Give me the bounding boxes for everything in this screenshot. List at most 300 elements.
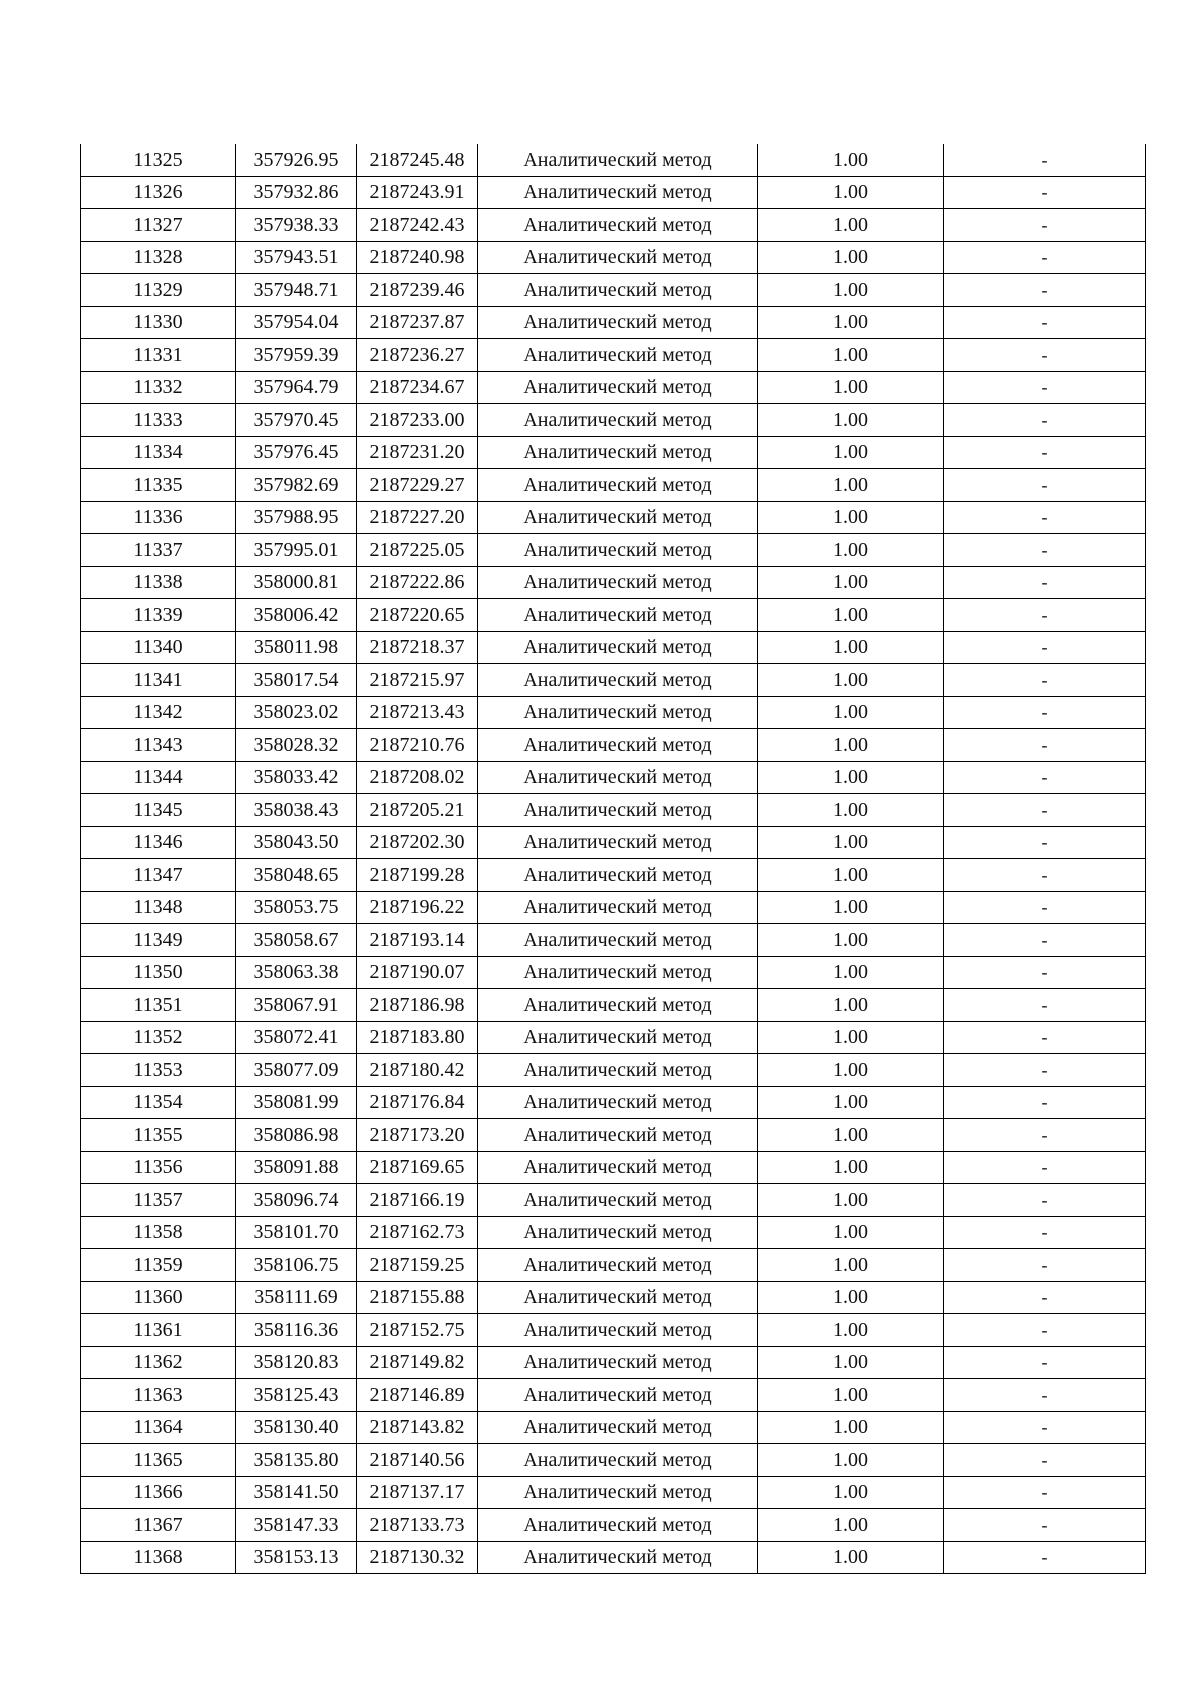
- table-row: [81, 274, 1146, 307]
- accuracy-cell: 1.00: [758, 696, 944, 729]
- y-coordinate-cell: 2187183.80: [357, 1021, 478, 1054]
- accuracy-cell: 1.00: [758, 1281, 944, 1314]
- y-coordinate-cell: 2187180.42: [357, 1054, 478, 1087]
- note-cell: -: [944, 1509, 1146, 1542]
- x-coordinate-cell: 357982.69: [236, 469, 357, 502]
- note-cell: -: [944, 404, 1146, 437]
- x-coordinate-cell: 358063.38: [236, 956, 357, 989]
- x-coordinate-cell: 358120.83: [236, 1346, 357, 1379]
- x-coordinate-cell: 358038.43: [236, 794, 357, 827]
- note-cell: -: [944, 891, 1146, 924]
- point-number-cell: 11338: [81, 566, 236, 599]
- x-coordinate-cell: 358033.42: [236, 761, 357, 794]
- note-cell: -: [944, 1151, 1146, 1184]
- method-cell: Аналитический метод: [478, 696, 758, 729]
- y-coordinate-cell: 2187143.82: [357, 1411, 478, 1444]
- accuracy-cell: 1.00: [758, 1509, 944, 1542]
- y-coordinate-cell: 2187137.17: [357, 1476, 478, 1509]
- point-number-cell: 11366: [81, 1476, 236, 1509]
- x-coordinate-cell: 358147.33: [236, 1509, 357, 1542]
- y-coordinate-cell: 2187166.19: [357, 1184, 478, 1217]
- method-cell: Аналитический метод: [478, 729, 758, 762]
- note-cell: -: [944, 371, 1146, 404]
- table-row: [81, 1281, 1146, 1314]
- note-cell: -: [944, 664, 1146, 697]
- note-cell: -: [944, 339, 1146, 372]
- accuracy-cell: 1.00: [758, 1346, 944, 1379]
- x-coordinate-cell: 358116.36: [236, 1314, 357, 1347]
- point-number-cell: 11363: [81, 1379, 236, 1412]
- accuracy-cell: 1.00: [758, 859, 944, 892]
- method-cell: Аналитический метод: [478, 1411, 758, 1444]
- method-cell: Аналитический метод: [478, 1314, 758, 1347]
- accuracy-cell: 1.00: [758, 306, 944, 339]
- y-coordinate-cell: 2187190.07: [357, 956, 478, 989]
- point-number-cell: 11348: [81, 891, 236, 924]
- method-cell: Аналитический метод: [478, 1346, 758, 1379]
- table-row: [81, 1379, 1146, 1412]
- method-cell: Аналитический метод: [478, 1509, 758, 1542]
- table-row: [81, 241, 1146, 274]
- table-row: [81, 176, 1146, 209]
- note-cell: -: [944, 1444, 1146, 1477]
- point-number-cell: 11356: [81, 1151, 236, 1184]
- y-coordinate-cell: 2187169.65: [357, 1151, 478, 1184]
- point-number-cell: 11331: [81, 339, 236, 372]
- x-coordinate-cell: 357959.39: [236, 339, 357, 372]
- method-cell: Аналитический метод: [478, 501, 758, 534]
- y-coordinate-cell: 2187159.25: [357, 1249, 478, 1282]
- note-cell: -: [944, 1476, 1146, 1509]
- method-cell: Аналитический метод: [478, 241, 758, 274]
- accuracy-cell: 1.00: [758, 761, 944, 794]
- table-row: [81, 859, 1146, 892]
- y-coordinate-cell: 2187152.75: [357, 1314, 478, 1347]
- point-number-cell: 11365: [81, 1444, 236, 1477]
- point-number-cell: 11337: [81, 534, 236, 567]
- x-coordinate-cell: 358077.09: [236, 1054, 357, 1087]
- y-coordinate-cell: 2187130.32: [357, 1541, 478, 1574]
- note-cell: -: [944, 794, 1146, 827]
- accuracy-cell: 1.00: [758, 729, 944, 762]
- note-cell: -: [944, 761, 1146, 794]
- table-row: [81, 1249, 1146, 1282]
- y-coordinate-cell: 2187229.27: [357, 469, 478, 502]
- accuracy-cell: 1.00: [758, 534, 944, 567]
- note-cell: -: [944, 924, 1146, 957]
- method-cell: Аналитический метод: [478, 534, 758, 567]
- note-cell: -: [944, 1281, 1146, 1314]
- point-number-cell: 11341: [81, 664, 236, 697]
- table-row: [81, 1119, 1146, 1152]
- table-row: [81, 209, 1146, 242]
- y-coordinate-cell: 2187227.20: [357, 501, 478, 534]
- point-number-cell: 11339: [81, 599, 236, 632]
- x-coordinate-cell: 357932.86: [236, 176, 357, 209]
- note-cell: -: [944, 859, 1146, 892]
- table-row: [81, 1021, 1146, 1054]
- point-number-cell: 11347: [81, 859, 236, 892]
- point-number-cell: 11350: [81, 956, 236, 989]
- y-coordinate-cell: 2187243.91: [357, 176, 478, 209]
- x-coordinate-cell: 358067.91: [236, 989, 357, 1022]
- note-cell: -: [944, 436, 1146, 469]
- method-cell: Аналитический метод: [478, 1444, 758, 1477]
- method-cell: Аналитический метод: [478, 209, 758, 242]
- x-coordinate-cell: 358125.43: [236, 1379, 357, 1412]
- y-coordinate-cell: 2187140.56: [357, 1444, 478, 1477]
- table-row: [81, 371, 1146, 404]
- x-coordinate-cell: 358130.40: [236, 1411, 357, 1444]
- method-cell: Аналитический метод: [478, 859, 758, 892]
- method-cell: Аналитический метод: [478, 1184, 758, 1217]
- point-number-cell: 11329: [81, 274, 236, 307]
- point-number-cell: 11328: [81, 241, 236, 274]
- accuracy-cell: 1.00: [758, 631, 944, 664]
- x-coordinate-cell: 358000.81: [236, 566, 357, 599]
- point-number-cell: 11353: [81, 1054, 236, 1087]
- point-number-cell: 11325: [81, 144, 236, 176]
- method-cell: Аналитический метод: [478, 794, 758, 827]
- y-coordinate-cell: 2187133.73: [357, 1509, 478, 1542]
- method-cell: Аналитический метод: [478, 826, 758, 859]
- point-number-cell: 11345: [81, 794, 236, 827]
- x-coordinate-cell: 358043.50: [236, 826, 357, 859]
- accuracy-cell: 1.00: [758, 1119, 944, 1152]
- accuracy-cell: 1.00: [758, 209, 944, 242]
- note-cell: -: [944, 534, 1146, 567]
- note-cell: -: [944, 826, 1146, 859]
- accuracy-cell: 1.00: [758, 566, 944, 599]
- accuracy-cell: 1.00: [758, 1411, 944, 1444]
- method-cell: Аналитический метод: [478, 631, 758, 664]
- x-coordinate-cell: 358053.75: [236, 891, 357, 924]
- method-cell: Аналитический метод: [478, 176, 758, 209]
- table-row: [81, 144, 1146, 176]
- x-coordinate-cell: 357943.51: [236, 241, 357, 274]
- table-row: [81, 1184, 1146, 1217]
- point-number-cell: 11335: [81, 469, 236, 502]
- table-row: [81, 1151, 1146, 1184]
- y-coordinate-cell: 2187210.76: [357, 729, 478, 762]
- y-coordinate-cell: 2187220.65: [357, 599, 478, 632]
- note-cell: -: [944, 1541, 1146, 1574]
- note-cell: -: [944, 1216, 1146, 1249]
- x-coordinate-cell: 357988.95: [236, 501, 357, 534]
- table-row: [81, 1086, 1146, 1119]
- y-coordinate-cell: 2187199.28: [357, 859, 478, 892]
- x-coordinate-cell: 358023.02: [236, 696, 357, 729]
- accuracy-cell: 1.00: [758, 404, 944, 437]
- table-row: [81, 1054, 1146, 1087]
- point-number-cell: 11336: [81, 501, 236, 534]
- method-cell: Аналитический метод: [478, 989, 758, 1022]
- table-row: [81, 664, 1146, 697]
- method-cell: Аналитический метод: [478, 339, 758, 372]
- table-row: [81, 469, 1146, 502]
- accuracy-cell: 1.00: [758, 1314, 944, 1347]
- table-row: [81, 436, 1146, 469]
- accuracy-cell: 1.00: [758, 1054, 944, 1087]
- accuracy-cell: 1.00: [758, 339, 944, 372]
- accuracy-cell: 1.00: [758, 664, 944, 697]
- point-number-cell: 11349: [81, 924, 236, 957]
- x-coordinate-cell: 358106.75: [236, 1249, 357, 1282]
- table-row: [81, 306, 1146, 339]
- method-cell: Аналитический метод: [478, 924, 758, 957]
- accuracy-cell: 1.00: [758, 1249, 944, 1282]
- x-coordinate-cell: 357948.71: [236, 274, 357, 307]
- method-cell: Аналитический метод: [478, 404, 758, 437]
- table-row: [81, 989, 1146, 1022]
- method-cell: Аналитический метод: [478, 469, 758, 502]
- y-coordinate-cell: 2187205.21: [357, 794, 478, 827]
- note-cell: -: [944, 1411, 1146, 1444]
- note-cell: -: [944, 729, 1146, 762]
- y-coordinate-cell: 2187245.48: [357, 144, 478, 176]
- y-coordinate-cell: 2187237.87: [357, 306, 478, 339]
- accuracy-cell: 1.00: [758, 1444, 944, 1477]
- method-cell: Аналитический метод: [478, 306, 758, 339]
- method-cell: Аналитический метод: [478, 1216, 758, 1249]
- table-row: [81, 1216, 1146, 1249]
- table-row: [81, 729, 1146, 762]
- table-row: [81, 826, 1146, 859]
- method-cell: Аналитический метод: [478, 1281, 758, 1314]
- accuracy-cell: 1.00: [758, 1086, 944, 1119]
- y-coordinate-cell: 2187213.43: [357, 696, 478, 729]
- x-coordinate-cell: 358048.65: [236, 859, 357, 892]
- method-cell: Аналитический метод: [478, 891, 758, 924]
- x-coordinate-cell: 358096.74: [236, 1184, 357, 1217]
- note-cell: -: [944, 1346, 1146, 1379]
- point-number-cell: 11360: [81, 1281, 236, 1314]
- x-coordinate-cell: 358028.32: [236, 729, 357, 762]
- accuracy-cell: 1.00: [758, 826, 944, 859]
- note-cell: -: [944, 1249, 1146, 1282]
- table-row: [81, 534, 1146, 567]
- table-row: [81, 1346, 1146, 1379]
- point-number-cell: 11327: [81, 209, 236, 242]
- note-cell: -: [944, 469, 1146, 502]
- accuracy-cell: 1.00: [758, 599, 944, 632]
- point-number-cell: 11332: [81, 371, 236, 404]
- point-number-cell: 11346: [81, 826, 236, 859]
- x-coordinate-cell: 357938.33: [236, 209, 357, 242]
- table-row: [81, 761, 1146, 794]
- x-coordinate-cell: 358111.69: [236, 1281, 357, 1314]
- accuracy-cell: 1.00: [758, 1476, 944, 1509]
- y-coordinate-cell: 2187233.00: [357, 404, 478, 437]
- table-row: [81, 1314, 1146, 1347]
- note-cell: -: [944, 1184, 1146, 1217]
- method-cell: Аналитический метод: [478, 1021, 758, 1054]
- point-number-cell: 11352: [81, 1021, 236, 1054]
- y-coordinate-cell: 2187215.97: [357, 664, 478, 697]
- point-number-cell: 11333: [81, 404, 236, 437]
- x-coordinate-cell: 357954.04: [236, 306, 357, 339]
- note-cell: -: [944, 1119, 1146, 1152]
- y-coordinate-cell: 2187234.67: [357, 371, 478, 404]
- note-cell: -: [944, 1314, 1146, 1347]
- accuracy-cell: 1.00: [758, 891, 944, 924]
- x-coordinate-cell: 358153.13: [236, 1541, 357, 1574]
- method-cell: Аналитический метод: [478, 1249, 758, 1282]
- y-coordinate-cell: 2187155.88: [357, 1281, 478, 1314]
- x-coordinate-cell: 358141.50: [236, 1476, 357, 1509]
- y-coordinate-cell: 2187222.86: [357, 566, 478, 599]
- x-coordinate-cell: 357995.01: [236, 534, 357, 567]
- x-coordinate-cell: 358072.41: [236, 1021, 357, 1054]
- y-coordinate-cell: 2187240.98: [357, 241, 478, 274]
- point-number-cell: 11343: [81, 729, 236, 762]
- x-coordinate-cell: 357970.45: [236, 404, 357, 437]
- note-cell: -: [944, 241, 1146, 274]
- method-cell: Аналитический метод: [478, 1541, 758, 1574]
- method-cell: Аналитический метод: [478, 1151, 758, 1184]
- y-coordinate-cell: 2187193.14: [357, 924, 478, 957]
- note-cell: -: [944, 1021, 1146, 1054]
- y-coordinate-cell: 2187225.05: [357, 534, 478, 567]
- point-number-cell: 11359: [81, 1249, 236, 1282]
- x-coordinate-cell: 358101.70: [236, 1216, 357, 1249]
- table-row: [81, 956, 1146, 989]
- note-cell: -: [944, 176, 1146, 209]
- note-cell: -: [944, 631, 1146, 664]
- x-coordinate-cell: 358011.98: [236, 631, 357, 664]
- x-coordinate-cell: 357926.95: [236, 144, 357, 176]
- y-coordinate-cell: 2187196.22: [357, 891, 478, 924]
- point-number-cell: 11342: [81, 696, 236, 729]
- table-row: [81, 1444, 1146, 1477]
- accuracy-cell: 1.00: [758, 436, 944, 469]
- y-coordinate-cell: 2187149.82: [357, 1346, 478, 1379]
- point-number-cell: 11357: [81, 1184, 236, 1217]
- method-cell: Аналитический метод: [478, 664, 758, 697]
- y-coordinate-cell: 2187242.43: [357, 209, 478, 242]
- method-cell: Аналитический метод: [478, 436, 758, 469]
- table-row: [81, 924, 1146, 957]
- accuracy-cell: 1.00: [758, 956, 944, 989]
- accuracy-cell: 1.00: [758, 1541, 944, 1574]
- table-row: [81, 1541, 1146, 1574]
- accuracy-cell: 1.00: [758, 501, 944, 534]
- table-row: [81, 631, 1146, 664]
- table-row: [81, 891, 1146, 924]
- note-cell: -: [944, 1379, 1146, 1412]
- x-coordinate-cell: 358086.98: [236, 1119, 357, 1152]
- x-coordinate-cell: 357976.45: [236, 436, 357, 469]
- y-coordinate-cell: 2187231.20: [357, 436, 478, 469]
- y-coordinate-cell: 2187162.73: [357, 1216, 478, 1249]
- accuracy-cell: 1.00: [758, 794, 944, 827]
- accuracy-cell: 1.00: [758, 371, 944, 404]
- point-number-cell: 11351: [81, 989, 236, 1022]
- method-cell: Аналитический метод: [478, 1054, 758, 1087]
- table-row: [81, 1411, 1146, 1444]
- method-cell: Аналитический метод: [478, 956, 758, 989]
- accuracy-cell: 1.00: [758, 989, 944, 1022]
- method-cell: Аналитический метод: [478, 371, 758, 404]
- method-cell: Аналитический метод: [478, 1379, 758, 1412]
- point-number-cell: 11326: [81, 176, 236, 209]
- y-coordinate-cell: 2187146.89: [357, 1379, 478, 1412]
- point-number-cell: 11367: [81, 1509, 236, 1542]
- point-number-cell: 11344: [81, 761, 236, 794]
- method-cell: Аналитический метод: [478, 1086, 758, 1119]
- note-cell: -: [944, 956, 1146, 989]
- y-coordinate-cell: 2187218.37: [357, 631, 478, 664]
- x-coordinate-cell: 358135.80: [236, 1444, 357, 1477]
- coordinates-table: [80, 144, 1146, 1574]
- note-cell: -: [944, 209, 1146, 242]
- accuracy-cell: 1.00: [758, 1379, 944, 1412]
- y-coordinate-cell: 2187202.30: [357, 826, 478, 859]
- y-coordinate-cell: 2187236.27: [357, 339, 478, 372]
- y-coordinate-cell: 2187173.20: [357, 1119, 478, 1152]
- x-coordinate-cell: 357964.79: [236, 371, 357, 404]
- point-number-cell: 11364: [81, 1411, 236, 1444]
- note-cell: -: [944, 599, 1146, 632]
- accuracy-cell: 1.00: [758, 144, 944, 176]
- x-coordinate-cell: 358058.67: [236, 924, 357, 957]
- accuracy-cell: 1.00: [758, 469, 944, 502]
- table-row: [81, 404, 1146, 437]
- method-cell: Аналитический метод: [478, 761, 758, 794]
- table-row: [81, 566, 1146, 599]
- x-coordinate-cell: 358091.88: [236, 1151, 357, 1184]
- table-row: [81, 696, 1146, 729]
- table-row: [81, 794, 1146, 827]
- accuracy-cell: 1.00: [758, 924, 944, 957]
- note-cell: -: [944, 696, 1146, 729]
- point-number-cell: 11340: [81, 631, 236, 664]
- table-row: [81, 599, 1146, 632]
- y-coordinate-cell: 2187239.46: [357, 274, 478, 307]
- note-cell: -: [944, 1086, 1146, 1119]
- table-row: [81, 501, 1146, 534]
- table-row: [81, 1509, 1146, 1542]
- method-cell: Аналитический метод: [478, 1476, 758, 1509]
- accuracy-cell: 1.00: [758, 176, 944, 209]
- point-number-cell: 11368: [81, 1541, 236, 1574]
- point-number-cell: 11358: [81, 1216, 236, 1249]
- method-cell: Аналитический метод: [478, 144, 758, 176]
- accuracy-cell: 1.00: [758, 1184, 944, 1217]
- note-cell: -: [944, 144, 1146, 176]
- accuracy-cell: 1.00: [758, 274, 944, 307]
- x-coordinate-cell: 358081.99: [236, 1086, 357, 1119]
- note-cell: -: [944, 566, 1146, 599]
- point-number-cell: 11334: [81, 436, 236, 469]
- x-coordinate-cell: 358006.42: [236, 599, 357, 632]
- table-row: [81, 339, 1146, 372]
- note-cell: -: [944, 1054, 1146, 1087]
- point-number-cell: 11330: [81, 306, 236, 339]
- coordinates-table-body: [81, 144, 1146, 1574]
- method-cell: Аналитический метод: [478, 274, 758, 307]
- note-cell: -: [944, 501, 1146, 534]
- method-cell: Аналитический метод: [478, 566, 758, 599]
- accuracy-cell: 1.00: [758, 1151, 944, 1184]
- note-cell: -: [944, 306, 1146, 339]
- note-cell: -: [944, 274, 1146, 307]
- y-coordinate-cell: 2187186.98: [357, 989, 478, 1022]
- point-number-cell: 11354: [81, 1086, 236, 1119]
- y-coordinate-cell: 2187176.84: [357, 1086, 478, 1119]
- table-row: [81, 1476, 1146, 1509]
- point-number-cell: 11355: [81, 1119, 236, 1152]
